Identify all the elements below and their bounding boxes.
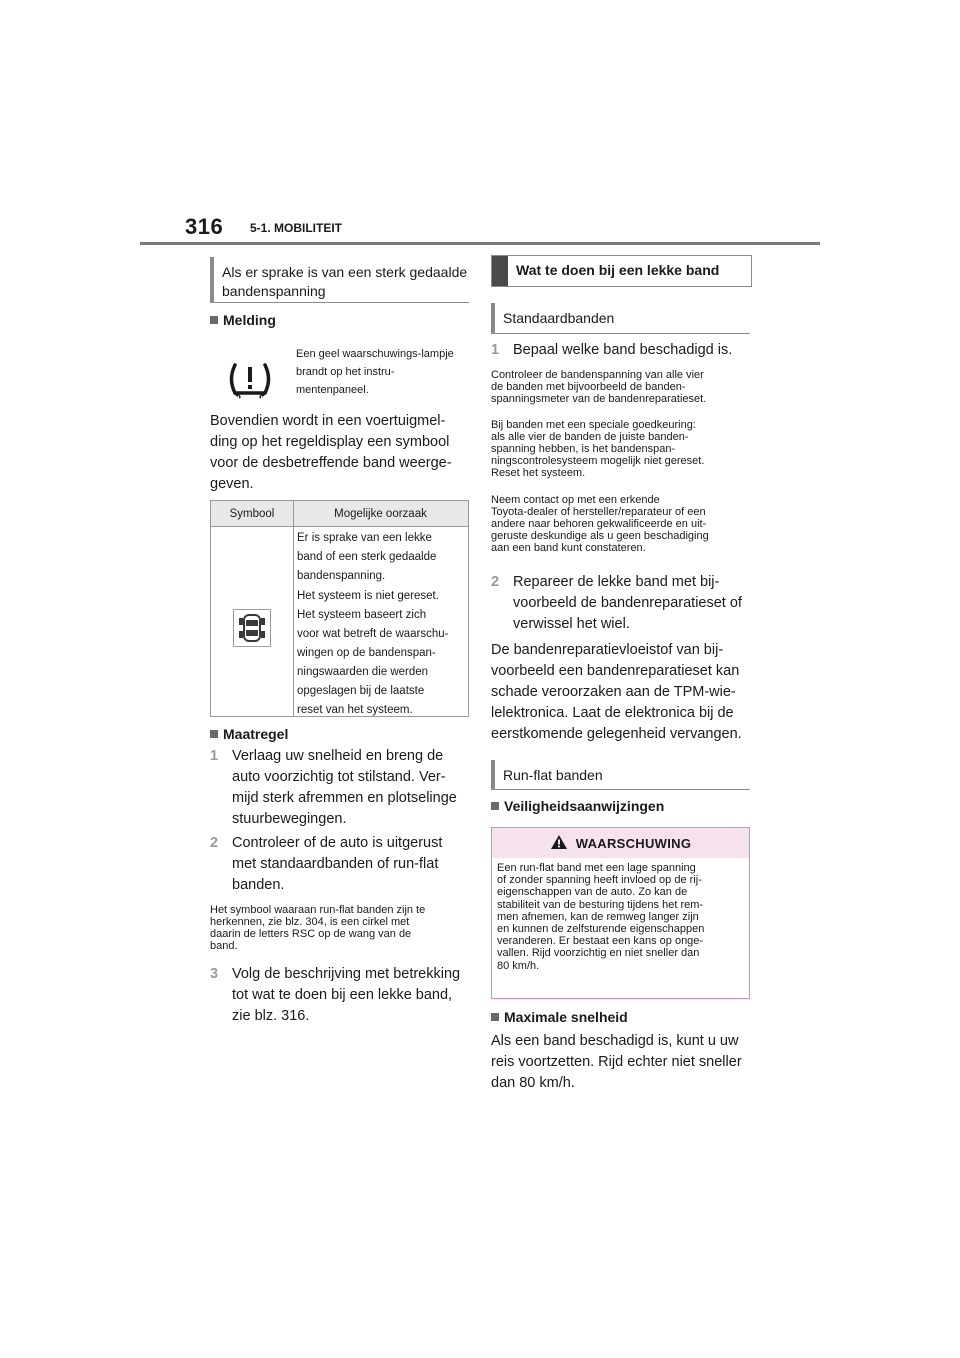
square-bullet-icon bbox=[210, 316, 218, 324]
max-speed-paragraph: Als een band beschadigd is, kunt u uw reis voortzetten. Rijd echter niet sneller dan 80 km/h. bbox=[491, 1033, 742, 1091]
check-pressure-note: Controleer de bandenspanning van alle vier de banden met bijvoorbeeld de banden- spanningsmeter van de bandenreparatieset. bbox=[491, 369, 707, 405]
heading-bar bbox=[492, 256, 508, 286]
cause-text-2: Het systeem is niet gereset. Het systeem baseert zich voor wat betreft de waarschu- wingen op de bandenspan- ningswaarden die werden opgeslagen bij de laatste reset van het systeem. bbox=[297, 590, 449, 716]
square-bullet-icon bbox=[491, 1013, 499, 1021]
car-tire-position-icon bbox=[233, 609, 271, 647]
flat-tire-heading: Wat te doen bij een lekke band bbox=[508, 256, 751, 286]
special-approval-note: Bij banden met een speciale goedkeuring: als alle vier de banden de juiste banden- spanning hebben, is het bandenspan- ningscontrolesysteem mogelijk niet gereset. Reset het systeem. bbox=[491, 419, 705, 479]
run-flat-subheading: Run-flat banden bbox=[491, 760, 750, 790]
col-header-cause: Mogelijke oorzaak bbox=[334, 507, 427, 520]
page-number: 316 bbox=[185, 214, 224, 239]
warning-header bbox=[492, 828, 749, 858]
melding-paragraph: Bovendien wordt in een voertuigmel- ding op het regeldisplay een symbool voor de desbetreffende band weerge- geven. bbox=[210, 413, 452, 492]
section-title: 5-1. MOBILITEIT bbox=[250, 221, 343, 235]
subheading-box bbox=[210, 257, 469, 303]
warning-triangle-icon bbox=[550, 834, 568, 853]
cause-text-1: Er is sprake van een lekke band of een sterk gedaalde bandenspanning. bbox=[297, 532, 437, 582]
step-1: 1 Verlaag uw snelheid en breng de auto voorzichtig tot stilstand. Ver- mijd sterk afremmen en plotselinge stuurbewegingen. bbox=[210, 748, 457, 827]
step-3: 3 Volg de beschrijving met betrekking tot wat te doen bij een lekke band, zie blz. 316. bbox=[210, 966, 461, 1024]
max-speed-heading: Maximale snelheid bbox=[491, 1009, 628, 1025]
maatregel-heading: Maatregel bbox=[210, 726, 288, 742]
subheading-text: Als er sprake is van een sterk gedaalde bandenspanning bbox=[222, 264, 468, 299]
standard-tires-subheading: Standaardbanden bbox=[491, 303, 750, 334]
rsc-note: Het symbool waaraan run-flat banden zijn te herkennen, zie blz. 304, is een cirkel met daarin de letters RSC op de wang van de band. bbox=[210, 904, 426, 952]
warning-box bbox=[491, 827, 750, 999]
tire-pressure-warning-icon bbox=[227, 359, 273, 399]
icon-caption: Een geel waarschuwings-lampje brandt op het instru-mentenpaneel. bbox=[296, 348, 454, 396]
warning-text: Een run-flat band met een lage spanning of zonder spanning heeft invloed op de rij- eigenschappen van de auto. Zo kan de stabiliteit van de besturing tijdens het rem- men afnemen, kan de remweg langer zijn en kunnen de zelfsturende eigenschappen veranderen. Er bestaat een kans op onge- vallen. Rijd voorzichtig en niet sneller dan 80 km/h. bbox=[497, 862, 705, 972]
right-step-2: 2 Repareer de lekke band met bij- voorbeeld de bandenreparatieset of verwissel het wiel. bbox=[491, 574, 742, 632]
flat-tire-heading-box bbox=[491, 255, 752, 287]
melding-heading: Melding bbox=[210, 312, 276, 328]
column-divider bbox=[293, 501, 294, 716]
table-header bbox=[211, 501, 468, 527]
right-step-1: 1 Bepaal welke band beschadigd is. bbox=[491, 342, 733, 358]
symbol-table bbox=[210, 500, 469, 717]
header-rule bbox=[140, 242, 820, 245]
safety-heading: Veiligheidsaanwijzingen bbox=[491, 798, 664, 814]
square-bullet-icon bbox=[210, 730, 218, 738]
repair-fluid-paragraph: De bandenreparatievloeistof van bij- voorbeeld een bandenreparatieset kan schade veroorzaken aan de TPM-wie- lelektronica. Laat de elektronica bij de eerstkomende gelegenheid vervangen. bbox=[491, 642, 742, 742]
col-header-symbol: Symbool bbox=[229, 507, 275, 520]
warning-title: WAARSCHUWING bbox=[575, 835, 692, 851]
step-2: 2 Controleer of de auto is uitgerust met standaardbanden of run-flat banden. bbox=[210, 835, 443, 893]
contact-dealer-note: Neem contact op met een erkende Toyota-dealer of hersteller/reparateur of een andere naar behoren gekwalificeerde en uit- geruste deskundige als u geen beschadiging aan een band kunt constateren. bbox=[491, 494, 709, 554]
square-bullet-icon bbox=[491, 802, 499, 810]
